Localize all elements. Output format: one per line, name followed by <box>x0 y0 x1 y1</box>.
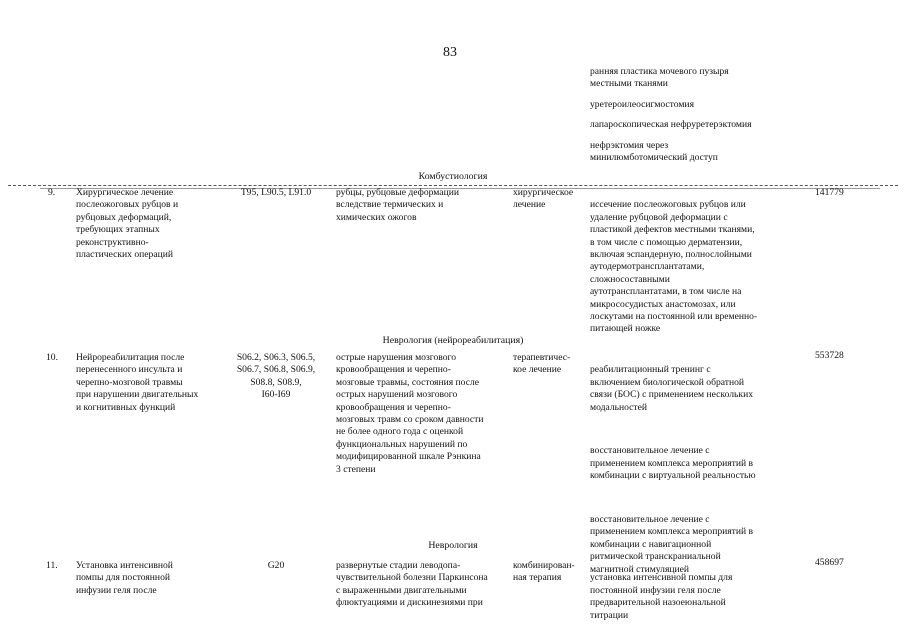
row-methods <box>590 187 800 357</box>
page-number: 83 <box>443 45 457 60</box>
section-title: Комбустиология <box>418 171 488 182</box>
method-item: иссечение послеожоговых рубцов или удаление рубцовой деформации с пластикой дефектов местными тканями, в том числе с помощью дерматензии, включая эспандерную, полнослойными аутодермотрансплантатами, сложносоставными аутотрансплантатами, в том числе на микрососудистых анастомозах, или лоскутами на постоянной или временно- питающей ножке <box>590 199 758 335</box>
row-cost: 458697 <box>815 557 844 568</box>
row-treatment: хирургическое лечение <box>513 187 574 211</box>
row-treatment: комбинирован- ная терапия <box>513 560 575 584</box>
section-divider <box>8 185 898 186</box>
row-codes: G20 <box>267 560 285 571</box>
section-title: Неврология <box>428 540 478 551</box>
row-model: рубцы, рубцовые деформации вследствие термических и химических ожогов <box>336 187 459 223</box>
row-model: развернутые стадии леводопа- чувствительной болезни Паркинсона с выраженными двигательными флюктуациями и дискинезиями при <box>336 560 488 609</box>
row-number: 9. <box>48 187 56 198</box>
row-name: Хирургическое лечение послеожоговых рубцов и рубцовых деформаций, требующих этапных реконструктивно- пластических операций <box>76 187 179 261</box>
row-codes: T95, L90.5, L91.0 <box>240 187 312 198</box>
method-item: ранняя пластика мочевого пузыря местными тканями <box>590 66 729 90</box>
row-number: 10. <box>46 352 58 363</box>
method-item: установка интенсивной помпы для постоянной инфузии геля после предварительной назоеюнальной титрации <box>590 572 733 621</box>
continued-methods <box>590 66 800 173</box>
row-model: острые нарушения мозгового кровообращения и черепно- мозговые травмы, состояния после острых нарушений мозгового кровообращения и черепно- мозговых травм со сроком давности не более одного года с оценкой функциональных нарушений по модифицированной шкале Рэнкина 3 степени <box>336 352 484 475</box>
row-name: Нейрореабилитация после перенесенного инсульта и черепно-мозговой травмы при нарушении двигательных и когнитивных функций <box>76 352 199 413</box>
section-title: Неврология (нейрореабилитация) <box>382 335 524 346</box>
method-item: реабилитационный тренинг с включением биологической обратной связи (БОС) с применением нескольких модальностей <box>590 364 753 413</box>
row-methods <box>590 560 800 640</box>
method-item: восстановительное лечение с применением комплекса мероприятий в комбинации с навигационной ритмической транскраниальной магнитной стимуляцией <box>590 514 754 575</box>
row-cost: 553728 <box>815 350 844 361</box>
method-item: лапароскопическая нефруретерэктомия <box>590 119 752 131</box>
row-treatment: терапевтичес- кое лечение <box>513 352 571 376</box>
row-codes: S06.2, S06.3, S06.5, S06.7, S06.8, S06.9, S08.8, S08.9, I60-I69 <box>236 352 316 401</box>
row-name: Установка интенсивной помпы для постоянной инфузии геля после <box>76 560 173 596</box>
row-cost: 141779 <box>815 187 844 198</box>
method-item: уретероилеосигмостомия <box>590 98 694 110</box>
method-item: нефрэктомия через минилюмботомический доступ <box>590 139 718 164</box>
method-item: восстановительное лечение с применением комплекса мероприятий в комбинации с виртуальной реальностью <box>590 445 756 482</box>
row-number: 11. <box>46 560 58 571</box>
